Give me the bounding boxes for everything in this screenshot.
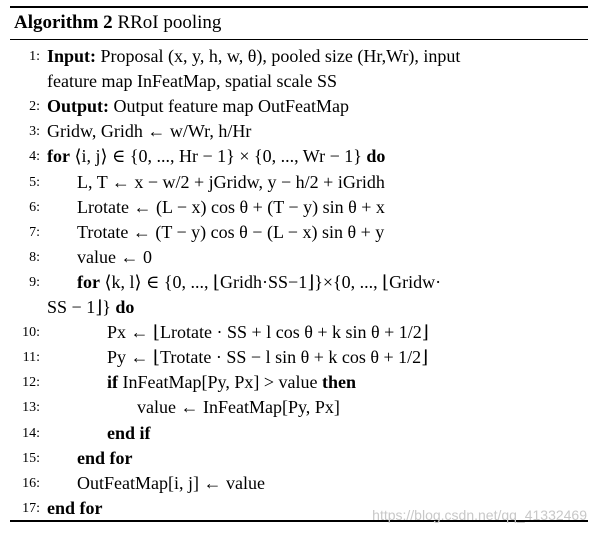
watermark: https://blog.csdn.net/qq_41332469	[372, 507, 587, 523]
line-code: Input: Proposal (x, y, h, w, θ), pooled size (Hr,Wr), input	[47, 46, 461, 66]
line-code: value ← 0	[77, 246, 152, 267]
line-number: 7:	[29, 224, 40, 240]
algorithm-name: RRoI pooling	[117, 12, 222, 33]
line-number: 8:	[29, 249, 40, 265]
line-number: 11:	[22, 350, 40, 366]
line-number: 14:	[22, 425, 40, 441]
line-number: 12:	[22, 375, 40, 391]
title-rule	[10, 39, 588, 40]
line-code: if InFeatMap[Py, Px] > value then	[107, 372, 356, 393]
line-code: end for	[77, 447, 133, 468]
line-code: end for	[47, 497, 103, 518]
line-code: Trotate ← (T − y) cos θ − (L − x) sin θ + y	[77, 221, 385, 242]
line-code: feature map InFeatMap, spatial scale SS	[47, 71, 337, 92]
line-code: value ← InFeatMap[Py, Px]	[137, 397, 340, 418]
line-code: for ⟨k, l⟩ ∈ {0, ..., ⌊Gridh·SS−1⌋}×{0, ..., ⌊Gridw·	[77, 271, 442, 292]
line-number: 2:	[29, 99, 40, 115]
algorithm-title	[14, 11, 221, 35]
line-number: 4:	[29, 149, 40, 165]
line-code: Gridw, Gridh ← w/Wr, h/Hr	[47, 121, 252, 142]
line-number: 6:	[29, 199, 40, 215]
line-number: 16:	[22, 475, 40, 491]
line-number: 3:	[29, 124, 40, 140]
algorithm-box	[10, 6, 588, 522]
line-number: 13:	[22, 400, 40, 416]
line-code: Px ← ⌊Lrotate · SS + l cos θ + k sin θ + 1/2⌋	[107, 322, 429, 343]
line-code: L, T ← x − w/2 + jGridw, y − h/2 + iGridh	[77, 171, 385, 192]
line-code: for ⟨i, j⟩ ∈ {0, ..., Hr − 1} × {0, ..., Wr − 1} do	[47, 146, 386, 167]
line-code: end if	[107, 422, 151, 443]
top-rule	[10, 6, 588, 8]
line-code: Output: Output feature map OutFeatMap	[47, 96, 349, 117]
line-number: 5:	[29, 174, 40, 190]
line-code: Py ← ⌊Trotate · SS − l sin θ + k cos θ + 1/2⌋	[107, 347, 429, 368]
algorithm-label: Algorithm 2	[14, 12, 113, 33]
line-number: 17:	[22, 500, 40, 516]
line-code: OutFeatMap[i, j] ← value	[77, 472, 265, 493]
line-code: Lrotate ← (L − x) cos θ + (T − y) sin θ + x	[77, 196, 385, 217]
line-number: 15:	[22, 450, 40, 466]
line-number: 1:	[29, 49, 40, 64]
line-number: 10:	[22, 325, 40, 341]
line-number: 9:	[29, 274, 40, 290]
line-code: SS − 1⌋} do	[47, 297, 135, 317]
